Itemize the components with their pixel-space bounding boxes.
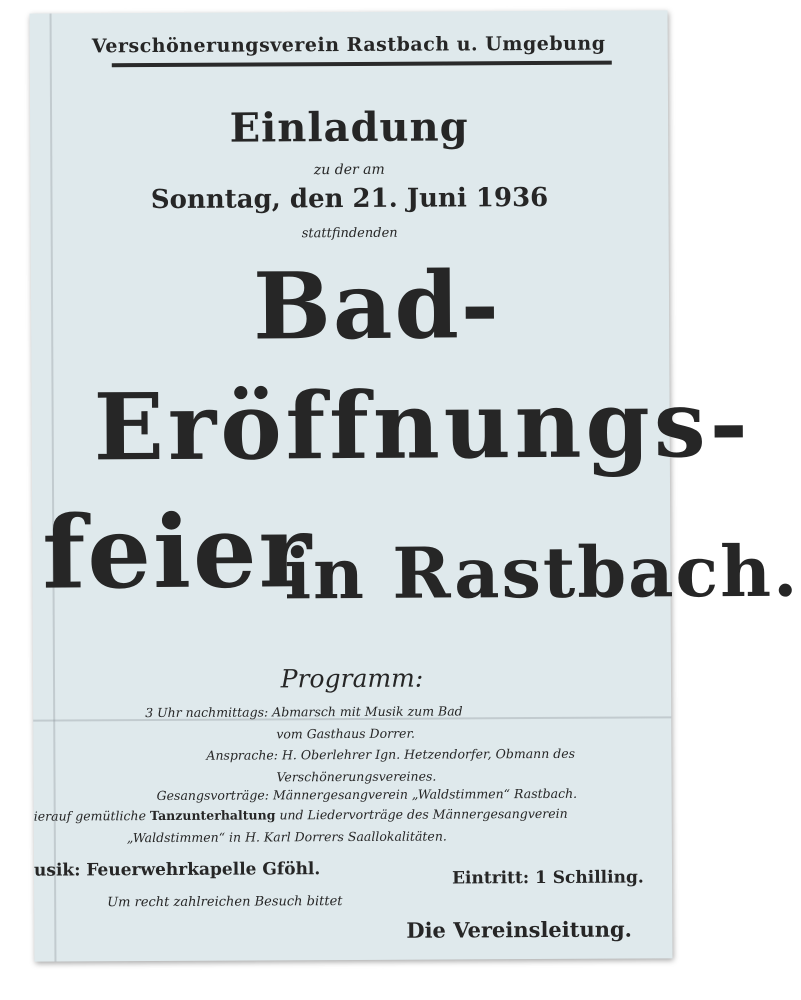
- program-item-continued: „Waldstimmen“ in H. Karl Dorrers Saallokalitäten.: [126, 828, 447, 846]
- program-item: [34, 806, 568, 824]
- program-item-text: ierauf gemütliche: [33, 808, 150, 824]
- headline-line-3: feier: [42, 492, 314, 612]
- admission-fee: Eintritt: 1 Schilling.: [452, 867, 644, 889]
- header-rule: [112, 61, 612, 68]
- program-item: 3 Uhr nachmittags: Abmarsch mit Musik zum Bad: [145, 703, 463, 721]
- event-date: Sonntag, den 21. Juni 1936: [150, 182, 549, 216]
- program-item-continued: vom Gasthaus Dorrer.: [276, 725, 416, 742]
- headline-line-1: Bad-: [252, 251, 502, 361]
- music-note: usik: Feuerwehrkapelle Gföhl.: [33, 859, 321, 881]
- invitation-title: Einladung: [229, 103, 469, 152]
- program-item-continued: Verschönerungsvereines.: [276, 768, 437, 785]
- program-item: Ansprache: H. Oberlehrer Ign. Hetzendorfer, Obmann des: [206, 745, 576, 763]
- headline-location: in Rastbach.: [284, 529, 800, 616]
- intro-line: zu der am: [313, 161, 385, 179]
- poster-sheet: [30, 10, 800, 961]
- program-item: Gesangsvorträge: Männergesangverein „Waldstimmen“ Rastbach.: [156, 785, 578, 804]
- intro-line-2: stattfindenden: [301, 225, 398, 242]
- headline-line-2: Eröffnungs-: [93, 369, 753, 482]
- program-heading: Programm:: [280, 663, 424, 694]
- program-item-text: und Liedervorträge des Männergesangverein: [275, 805, 568, 823]
- signature: Die Vereinsleitung.: [406, 916, 633, 943]
- closing-line: Um recht zahlreichen Besuch bittet: [107, 894, 343, 911]
- association-header: Verschönerungsverein Rastbach u. Umgebung: [91, 32, 606, 58]
- program-item-highlight: Tanzunterhaltung: [149, 807, 276, 824]
